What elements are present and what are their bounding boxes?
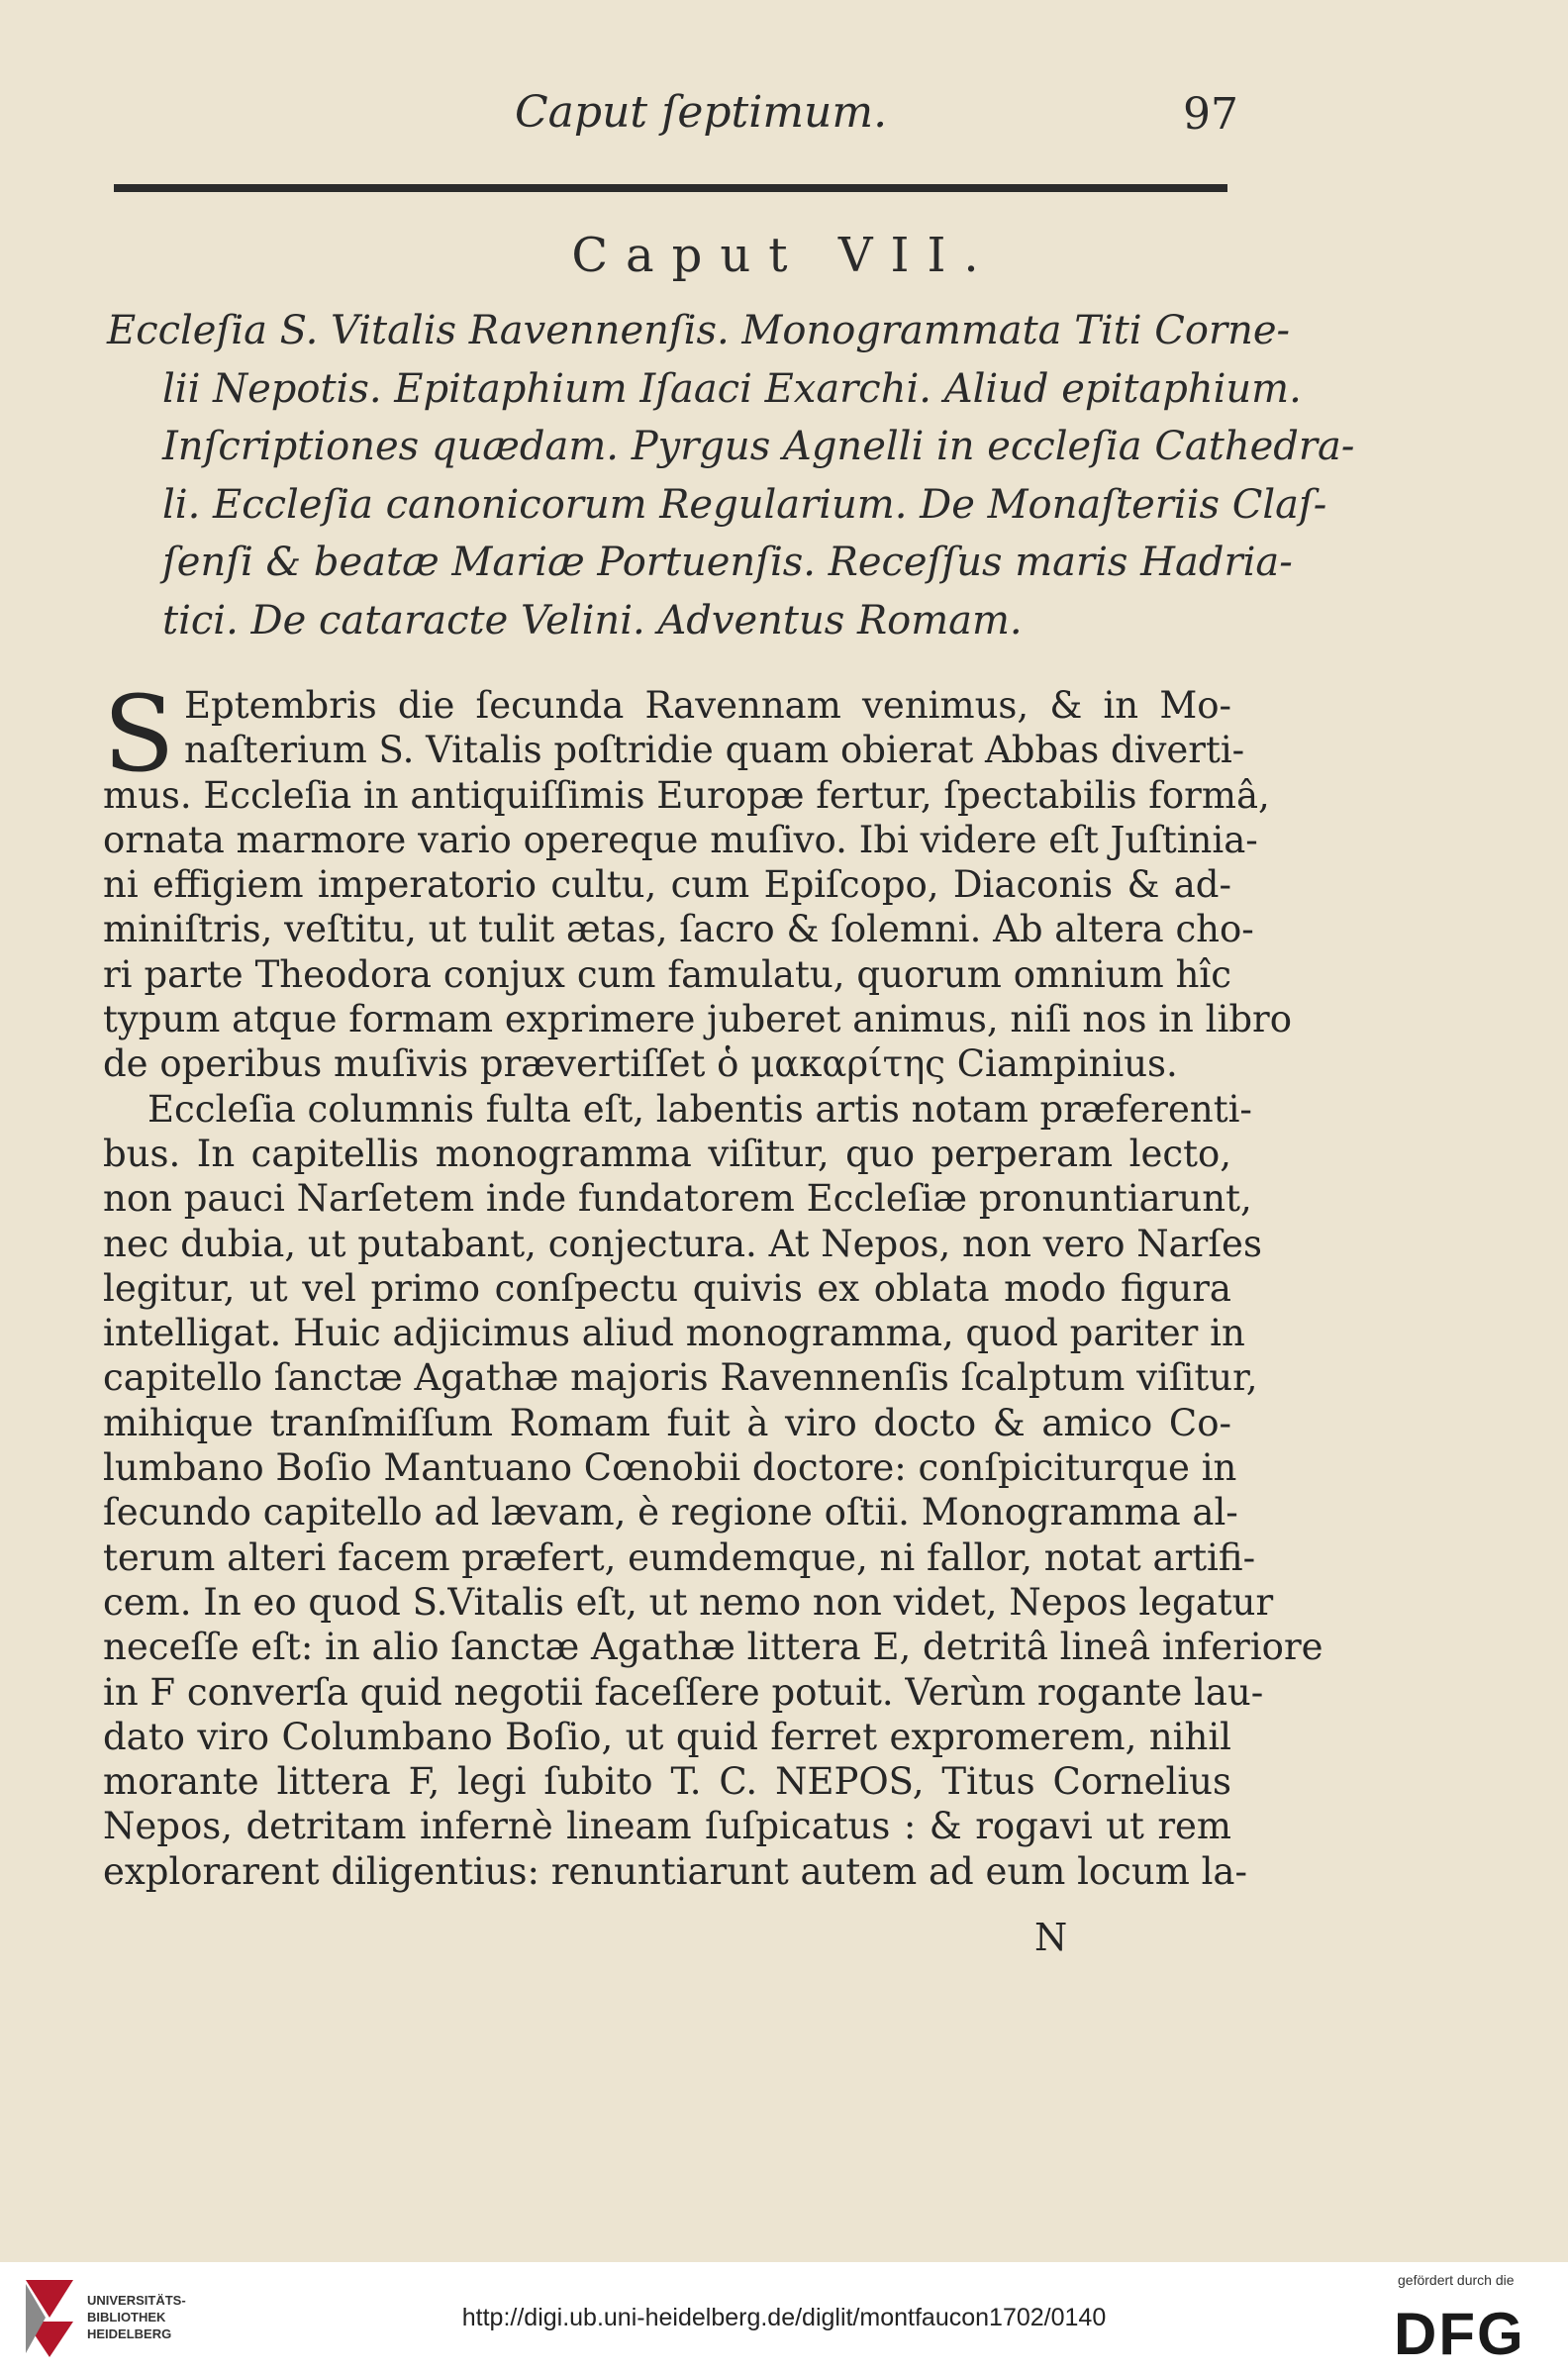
body-line: bus. In capitellis monogramma viſitur, quo perperam lecto, [103,1132,1231,1175]
body-line: explorarent diligentius: renuntiarunt autem ad eum locum la- [103,1849,1247,1893]
summary-line: li. Eccleſia canonicorum Regularium. De Monaſteriis Claſ- [162,481,1327,528]
funded-by-label: gefördert durch die [1398,2272,1515,2288]
permalink-url[interactable]: http://digi.ub.uni-heidelberg.de/diglit/montfaucon1702/0140 [461,2304,1107,2331]
summary-line: Inſcriptiones quædam. Pyrgus Agnelli in eccleſia Cathedra- [162,424,1355,469]
body-line: ni effigiem imperatorio cultu, cum Epiſcopo, Diaconis & ad- [103,863,1231,907]
summary-line: Eccleſia S. Vitalis Ravennenſis. Monogrammata Titi Corne- [107,308,1291,353]
library-name-line: HEIDELBERG [87,2326,172,2341]
body-line: terum alteri facem præfert, eumdemque, ni fallor, notat artifi- [103,1535,1256,1579]
body-line: miniſtris, veſtitu, ut tulit ætas, ſacro & ſolemni. Ab altera cho- [103,908,1254,951]
body-line: ſecundo capitello ad lævam, è regione oſtii. Monogramma al- [103,1491,1238,1534]
body-line: cem. In eo quod S.Vitalis eſt, ut nemo non videt, Nepos legatur [103,1580,1274,1624]
catchword: N [1034,1916,1068,1959]
summary-line: ſenſi & beatæ Mariæ Portuenſis. Receſſus maris Hadria- [162,540,1293,585]
body-line: mus. Eccleſia in antiquiſſimis Europæ fertur, ſpectabilis formâ, [103,773,1270,817]
dfg-logo: DFG [1394,2301,1525,2367]
body-line: capitello ſanctæ Agathæ majoris Ravennenſis ſcalptum viſitur, [103,1356,1258,1400]
library-name-line: BIBLIOTHEK [87,2310,166,2325]
header-rule [114,184,1227,192]
viewer-footer [0,2262,1568,2374]
chapter-summary [107,302,1355,649]
body-line: Eptembris die ſecunda Ravennam venimus, & in Mo- [184,684,1231,727]
body-line: de operibus muſivis prævertiſſet ὁ μακαρίτης Ciampinius. [103,1042,1178,1086]
summary-line: lii Nepotis. Epitaphium Iſaaci Exarchi. Aliud epitaphium. [162,365,1302,412]
body-line: mihique tranſmiſſum Romam fuit à viro docto & amico Co- [103,1401,1231,1444]
library-name-line: UNIVERSITÄTS- [87,2293,186,2308]
running-header [0,87,1568,147]
running-title: Caput ſeptimum. [515,87,888,138]
body-line: naſterium S. Vitalis poſtridie quam obierat Abbas diverti- [184,729,1245,772]
body-line: non pauci Narſetem inde fundatorem Eccleſiæ pronuntiarunt, [103,1177,1252,1221]
summary-line: tici. De cataracte Velini. Adventus Romam. [162,597,1023,643]
body-line: intelligat. Huic adjicimus aliud monogramma, quod pariter in [103,1312,1245,1355]
body-line: nec dubia, ut putabant, conjectura. At Nepos, non vero Narſes [103,1222,1262,1265]
body-line: in F converſa quid negotii faceſſere potuit. Verùm rogante lau- [103,1670,1264,1714]
body-text [103,673,1323,1894]
body-line: neceſſe eſt: in alio ſanctæ Agathæ littera E, detritâ lineâ inferiore [103,1626,1323,1669]
body-line: Eccleſia columnis fulta eſt, labentis artis notam præferenti- [147,1087,1252,1131]
body-line: legitur, ut vel primo conſpectu quivis ex oblata modo figura [103,1266,1231,1310]
body-line: morante littera F, legi ſubito T. C. NEPOS, Titus Cornelius [103,1760,1231,1804]
page-number: 97 [1183,89,1238,140]
chapter-title: Caput VII. [571,228,997,283]
body-line: ornata marmore vario opereque muſivo. Ibi videre eſt Juſtinia- [103,818,1258,861]
drop-cap: S [103,673,175,795]
body-line: ri parte Theodora conjux cum famulatu, quorum omnium hîc [103,952,1231,996]
body-line: dato viro Columbano Boſio, ut quid ferret expromerem, nihil [103,1715,1231,1758]
body-line: lumbano Boſio Mantuano Cœnobii doctore: conſpiciturque in [103,1446,1237,1490]
body-line: typum atque formam exprimere juberet animus, niſi nos in libro [103,998,1292,1041]
body-line: Nepos, detritam infernè lineam ſuſpicatus : & rogavi ut rem [103,1805,1231,1848]
